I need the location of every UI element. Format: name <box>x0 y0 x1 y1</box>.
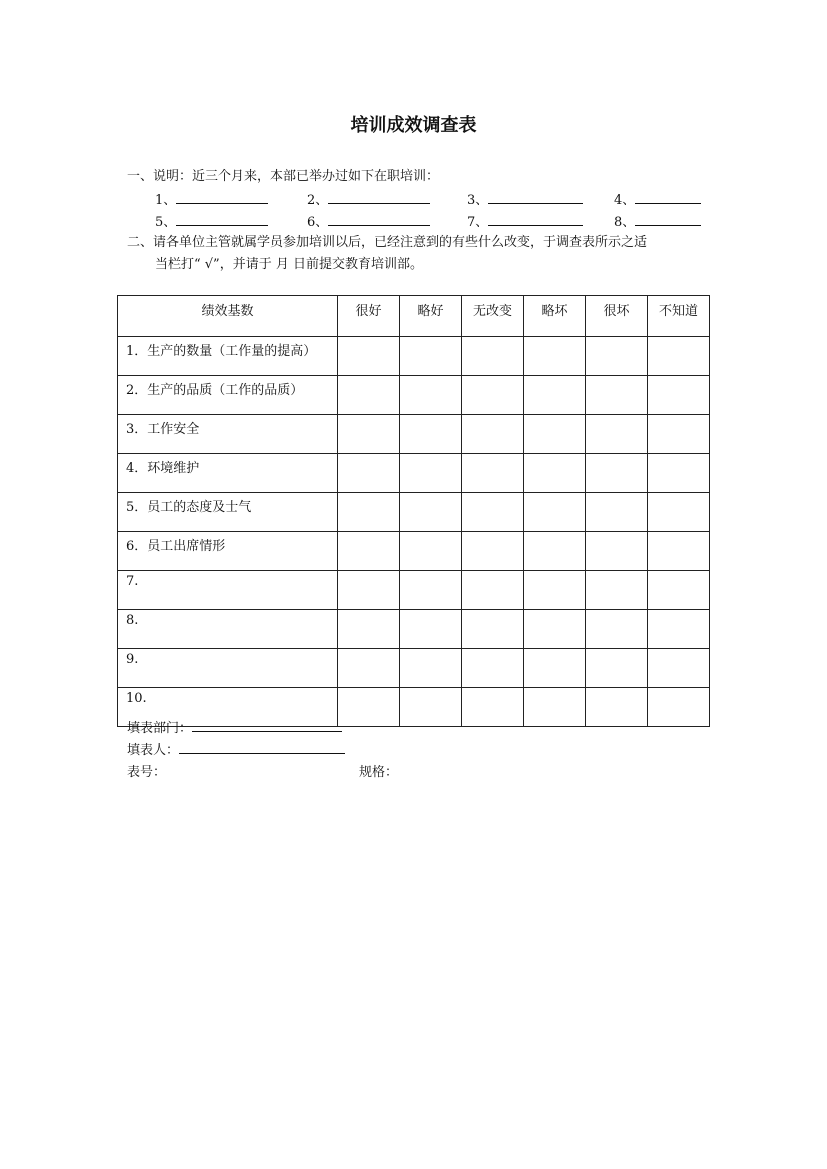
training-item-8[interactable] <box>614 212 701 232</box>
row-criterion-label: 6．员工出席情形 <box>118 532 338 571</box>
row-criterion-label: 8. <box>118 610 338 649</box>
rating-cell-slightly-bad[interactable] <box>524 649 586 688</box>
rating-cell-very-bad[interactable] <box>586 532 648 571</box>
dept-label: 填表部门： <box>127 721 193 736</box>
rating-cell-slightly-bad[interactable] <box>524 337 586 376</box>
training-item-number: 2、 <box>307 193 329 208</box>
row-criterion-label: 3．工作安全 <box>118 415 338 454</box>
training-item-number: 4、 <box>614 193 636 208</box>
header-unknown: 不知道 <box>648 296 710 337</box>
rating-cell-slightly-bad[interactable] <box>524 415 586 454</box>
filler-blank[interactable] <box>179 740 345 754</box>
training-item-blank[interactable] <box>176 212 268 226</box>
table-row <box>118 337 710 376</box>
rating-cell-very-bad[interactable] <box>586 688 648 727</box>
rating-cell-very-bad[interactable] <box>586 337 648 376</box>
table-row <box>118 376 710 415</box>
rating-cell-no-change[interactable] <box>462 649 524 688</box>
training-item-blank[interactable] <box>328 190 430 204</box>
row-criterion-label: 10. <box>118 688 338 727</box>
rating-cell-very-bad[interactable] <box>586 571 648 610</box>
filler-field[interactable] <box>127 739 345 758</box>
rating-cell-no-change[interactable] <box>462 493 524 532</box>
intro-line-2: 二、请各单位主管就属学员参加培训以后，已经注意到的有些什么改变，于调查表所示之适 <box>127 235 648 250</box>
rating-cell-unknown[interactable] <box>648 415 710 454</box>
rating-cell-slightly-good[interactable] <box>400 649 462 688</box>
rating-cell-very-good[interactable] <box>338 376 400 415</box>
table-row <box>118 532 710 571</box>
rating-cell-no-change[interactable] <box>462 610 524 649</box>
row-criterion-label: 2．生产的品质（工作的品质） <box>118 376 338 415</box>
training-item-blank[interactable] <box>635 190 701 204</box>
rating-cell-slightly-good[interactable] <box>400 454 462 493</box>
training-item-blank[interactable] <box>488 190 583 204</box>
table-header-row <box>118 296 710 337</box>
training-item-number: 7、 <box>467 215 489 230</box>
rating-cell-no-change[interactable] <box>462 532 524 571</box>
rating-cell-very-good[interactable] <box>338 454 400 493</box>
rating-cell-very-good[interactable] <box>338 493 400 532</box>
rating-cell-slightly-good[interactable] <box>400 532 462 571</box>
training-item-number: 6、 <box>307 215 329 230</box>
training-item-7[interactable] <box>467 212 583 232</box>
rating-cell-unknown[interactable] <box>648 532 710 571</box>
header-performance-basis: 绩效基数 <box>118 296 338 337</box>
rating-cell-no-change[interactable] <box>462 454 524 493</box>
row-criterion-label: 9. <box>118 649 338 688</box>
form-number-label: 表号： <box>127 765 167 780</box>
rating-cell-unknown[interactable] <box>648 454 710 493</box>
survey-table <box>117 295 710 727</box>
document-title: 培训成效调查表 <box>350 115 477 136</box>
rating-cell-slightly-bad[interactable] <box>524 493 586 532</box>
training-item-2[interactable] <box>307 190 430 210</box>
training-item-number: 5、 <box>155 215 177 230</box>
rating-cell-very-bad[interactable] <box>586 376 648 415</box>
table-row <box>118 493 710 532</box>
rating-cell-unknown[interactable] <box>648 376 710 415</box>
header-very-good: 很好 <box>338 296 400 337</box>
training-item-1[interactable] <box>155 190 268 210</box>
rating-cell-slightly-bad[interactable] <box>524 376 586 415</box>
rating-cell-no-change[interactable] <box>462 688 524 727</box>
dept-field[interactable] <box>127 717 342 736</box>
rating-cell-no-change[interactable] <box>462 571 524 610</box>
table-row <box>118 415 710 454</box>
row-criterion-label: 1．生产的数量（工作量的提高） <box>118 337 338 376</box>
rating-cell-no-change[interactable] <box>462 415 524 454</box>
header-slightly-good: 略好 <box>400 296 462 337</box>
rating-cell-very-bad[interactable] <box>586 493 648 532</box>
rating-cell-slightly-good[interactable] <box>400 376 462 415</box>
training-item-number: 3、 <box>467 193 489 208</box>
rating-cell-slightly-bad[interactable] <box>524 532 586 571</box>
training-item-number: 8、 <box>614 215 636 230</box>
rating-cell-very-bad[interactable] <box>586 415 648 454</box>
rating-cell-slightly-good[interactable] <box>400 688 462 727</box>
rating-cell-slightly-good[interactable] <box>400 610 462 649</box>
rating-cell-slightly-good[interactable] <box>400 571 462 610</box>
training-item-blank[interactable] <box>176 190 268 204</box>
rating-cell-unknown[interactable] <box>648 688 710 727</box>
training-item-5[interactable] <box>155 212 268 232</box>
table-row <box>118 454 710 493</box>
spec-label: 规格： <box>359 765 399 780</box>
header-very-bad: 很坏 <box>586 296 648 337</box>
rating-cell-slightly-bad[interactable] <box>524 571 586 610</box>
filler-label: 填表人： <box>127 743 180 758</box>
header-no-change: 无改变 <box>462 296 524 337</box>
rating-cell-unknown[interactable] <box>648 571 710 610</box>
row-criterion-label: 7. <box>118 571 338 610</box>
rating-cell-very-bad[interactable] <box>586 610 648 649</box>
rating-cell-very-good[interactable] <box>338 532 400 571</box>
rating-cell-unknown[interactable] <box>648 337 710 376</box>
rating-cell-very-good[interactable] <box>338 415 400 454</box>
intro-line-1: 一、说明：近三个月来，本部已举办过如下在职培训： <box>127 169 440 184</box>
training-item-4[interactable] <box>614 190 701 210</box>
rating-cell-slightly-good[interactable] <box>400 493 462 532</box>
dept-blank[interactable] <box>192 718 342 732</box>
rating-cell-unknown[interactable] <box>648 493 710 532</box>
header-slightly-bad: 略坏 <box>524 296 586 337</box>
training-item-blank[interactable] <box>635 212 701 226</box>
rating-cell-slightly-good[interactable] <box>400 415 462 454</box>
table-row <box>118 571 710 610</box>
rating-cell-slightly-good[interactable] <box>400 337 462 376</box>
rating-cell-very-good[interactable] <box>338 337 400 376</box>
intro-line-3: 当栏打“ √”，并请于 月 日前提交教育培训部。 <box>155 257 423 272</box>
training-item-blank[interactable] <box>328 212 430 226</box>
rating-cell-very-bad[interactable] <box>586 649 648 688</box>
training-item-3[interactable] <box>467 190 583 210</box>
row-criterion-label: 5．员工的态度及士气 <box>118 493 338 532</box>
rating-cell-unknown[interactable] <box>648 649 710 688</box>
rating-cell-slightly-bad[interactable] <box>524 610 586 649</box>
rating-cell-slightly-bad[interactable] <box>524 454 586 493</box>
table-row <box>118 649 710 688</box>
rating-cell-very-good[interactable] <box>338 688 400 727</box>
rating-cell-very-bad[interactable] <box>586 454 648 493</box>
rating-cell-no-change[interactable] <box>462 376 524 415</box>
table-row <box>118 610 710 649</box>
row-criterion-label: 4．环境维护 <box>118 454 338 493</box>
rating-cell-no-change[interactable] <box>462 337 524 376</box>
rating-cell-unknown[interactable] <box>648 610 710 649</box>
rating-cell-very-good[interactable] <box>338 649 400 688</box>
rating-cell-slightly-bad[interactable] <box>524 688 586 727</box>
training-item-number: 1、 <box>155 193 177 208</box>
training-item-6[interactable] <box>307 212 430 232</box>
rating-cell-very-good[interactable] <box>338 571 400 610</box>
rating-cell-very-good[interactable] <box>338 610 400 649</box>
training-item-blank[interactable] <box>488 212 583 226</box>
